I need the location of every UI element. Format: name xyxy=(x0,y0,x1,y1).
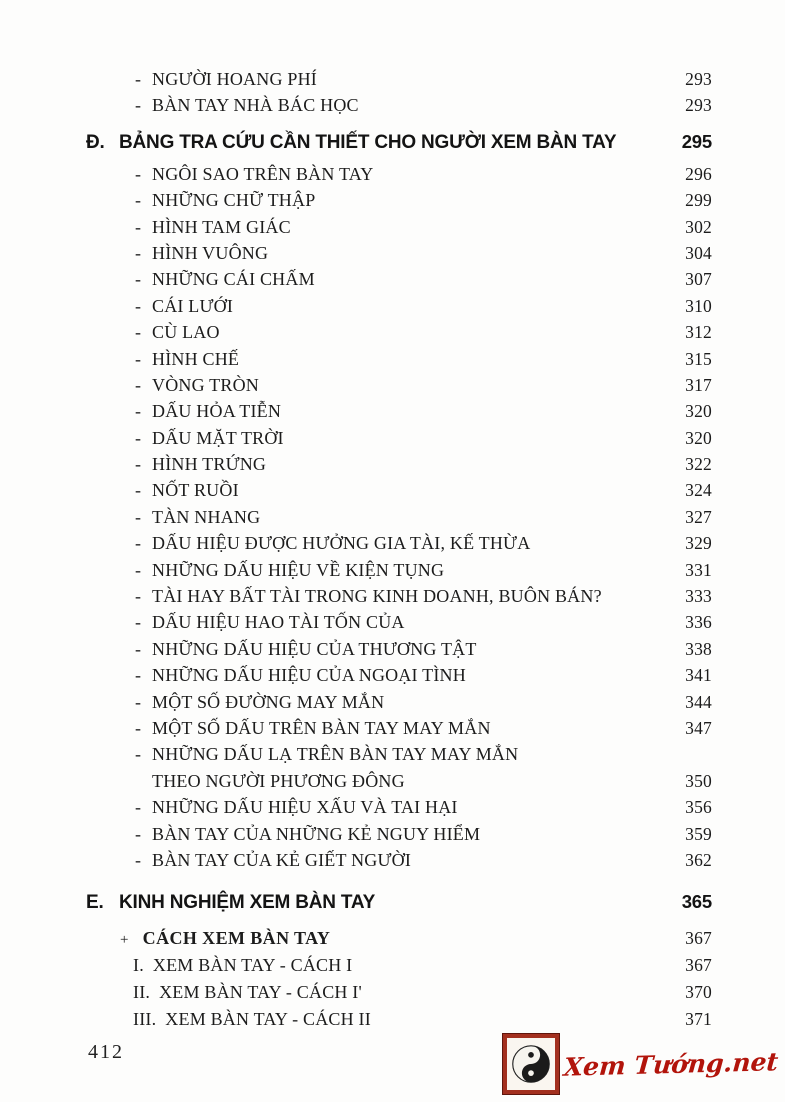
section-title: BẢNG TRA CỨU CẦN THIẾT CHO NGƯỜI XEM BÀN TAY xyxy=(119,131,617,153)
dash-icon: - xyxy=(135,506,142,527)
entry-label: NHỮNG DẤU HIỆU XẤU VÀ TAI HẠI xyxy=(152,797,458,818)
entry-page-number: 338 xyxy=(685,638,712,659)
entry-page-number: 333 xyxy=(685,586,712,607)
sub-prefix: III. xyxy=(133,1009,157,1030)
toc-entry-row xyxy=(86,266,712,292)
toc-entry-row xyxy=(86,66,712,92)
dash-icon: - xyxy=(135,533,142,554)
entry-page-number: 307 xyxy=(685,269,712,290)
dash-icon: - xyxy=(135,401,142,422)
entry-line-1 xyxy=(135,741,518,767)
dash-icon: - xyxy=(135,849,142,870)
sub-label: XEM BÀN TAY - CÁCH I xyxy=(152,955,353,976)
entry-page-number: 312 xyxy=(685,322,712,343)
entry-label: NHỮNG DẤU HIỆU CỦA THƯƠNG TẬT xyxy=(152,638,477,659)
dash-icon: - xyxy=(135,454,142,475)
dash-icon: - xyxy=(135,559,142,580)
dash-icon: - xyxy=(135,691,142,712)
dash-icon: - xyxy=(135,95,142,116)
entry-label: NHỮNG CÁI CHẤM xyxy=(152,269,315,290)
entry-page-number: 344 xyxy=(685,691,712,712)
toc-entry-row xyxy=(86,319,712,345)
sub-label: XEM BÀN TAY - CÁCH II xyxy=(165,1009,371,1030)
dash-icon: - xyxy=(135,744,142,765)
entry-label xyxy=(135,741,518,794)
watermark xyxy=(503,1034,778,1094)
section-letter: E. xyxy=(86,892,104,914)
entry-line-2: THEO NGƯỜI PHƯƠNG ĐÔNG xyxy=(152,770,405,791)
toc-entry-row xyxy=(86,715,712,741)
entry-label: BÀN TAY CỦA NHỮNG KẺ NGUY HIỂM xyxy=(152,823,481,844)
toc-entry-row xyxy=(86,583,712,609)
toc-entry-row xyxy=(86,741,712,794)
entry-label: DẤU MẶT TRỜI xyxy=(152,427,284,448)
entry-label: NHỮNG DẤU HIỆU VỀ KIỆN TỤNG xyxy=(152,559,445,580)
entry-page-number: 347 xyxy=(685,717,712,738)
entry-label: HÌNH TAM GIÁC xyxy=(152,216,291,237)
sub-page-number: 371 xyxy=(685,1009,712,1030)
page-number: 412 xyxy=(88,1041,124,1063)
entry-label: NGÔI SAO TRÊN BÀN TAY xyxy=(152,163,374,184)
dash-icon: - xyxy=(135,163,142,184)
entry-label: MỘT SỐ DẤU TRÊN BÀN TAY MAY MẮN xyxy=(152,717,491,738)
sub-prefix: II. xyxy=(133,982,151,1003)
sub-label: CÁCH XEM BÀN TAY xyxy=(142,928,331,949)
toc-sub-row xyxy=(86,979,712,1006)
dash-icon: - xyxy=(135,216,142,237)
toc-entry-row xyxy=(86,425,712,451)
entry-page-number: 296 xyxy=(685,163,712,184)
dash-icon: - xyxy=(135,797,142,818)
toc-entry-row xyxy=(86,662,712,688)
entry-page-number: 320 xyxy=(685,401,712,422)
dash-icon: - xyxy=(135,586,142,607)
toc-entry-row xyxy=(86,451,712,477)
entry-page-number: 359 xyxy=(685,823,712,844)
dash-icon: - xyxy=(135,427,142,448)
entry-page-number: 302 xyxy=(685,216,712,237)
entry-page-number: 329 xyxy=(685,533,712,554)
entry-label: NHỮNG CHỮ THẬP xyxy=(152,190,316,211)
entry-page-number: 341 xyxy=(685,665,712,686)
entry-label: HÌNH TRỨNG xyxy=(152,454,267,475)
entry-label: DẤU HIỆU ĐƯỢC HƯỞNG GIA TÀI, KẾ THỪA xyxy=(152,533,531,554)
watermark-text: Xem Tướng.net xyxy=(562,1046,780,1082)
entry-label: TÀN NHANG xyxy=(152,506,261,527)
toc-section-row xyxy=(86,887,712,917)
section-page-number: 295 xyxy=(681,130,712,152)
dash-icon: - xyxy=(135,480,142,501)
entry-page-number: 293 xyxy=(685,69,712,89)
sub-prefix: I. xyxy=(133,955,144,976)
section-letter: Đ. xyxy=(86,131,105,153)
entry-page-number: 356 xyxy=(685,797,712,818)
entry-label: BÀN TAY CỦA KẺ GIẾT NGƯỜI xyxy=(152,849,412,870)
toc-entry-row xyxy=(86,398,712,424)
dash-icon: - xyxy=(135,242,142,263)
toc-entry-row xyxy=(86,214,712,240)
entry-page-number: 304 xyxy=(685,242,712,263)
toc-entry-row xyxy=(86,161,712,187)
entry-label: NHỮNG DẤU HIỆU CỦA NGOẠI TÌNH xyxy=(152,665,466,686)
dash-icon: - xyxy=(135,348,142,369)
dash-icon: - xyxy=(135,269,142,290)
dash-icon: - xyxy=(135,69,142,89)
toc-entry-row xyxy=(86,240,712,266)
toc-entry-row xyxy=(86,821,712,847)
toc-section-row xyxy=(86,127,712,157)
entry-page-number: 315 xyxy=(685,348,712,369)
toc-entry-row xyxy=(86,372,712,398)
section-title: KINH NGHIỆM XEM BÀN TAY xyxy=(119,892,376,914)
toc-entry-row xyxy=(86,794,712,820)
entry-label: NGƯỜI HOANG PHÍ xyxy=(152,69,317,89)
entry-text: NHỮNG DẤU LẠ TRÊN BÀN TAY MAY MẮN xyxy=(152,744,519,765)
toc-entry-row xyxy=(86,293,712,319)
toc-entry-row xyxy=(86,557,712,583)
toc-entry-row xyxy=(86,530,712,556)
entry-page-number: 293 xyxy=(685,95,712,116)
entry-page-number: 331 xyxy=(685,559,712,580)
entry-page-number: 362 xyxy=(685,849,712,870)
toc-entry-row xyxy=(86,609,712,635)
entry-label: DẤU HỎA TIỄN xyxy=(152,401,282,422)
toc-entry-row xyxy=(86,477,712,503)
sub-page-number: 370 xyxy=(685,982,712,1003)
dash-icon: - xyxy=(135,665,142,686)
toc-sub-row xyxy=(86,1006,712,1033)
dash-icon: - xyxy=(135,823,142,844)
sub-page-number: 367 xyxy=(685,928,712,949)
dash-icon: - xyxy=(135,717,142,738)
toc-sub-row xyxy=(86,925,712,952)
dash-icon: - xyxy=(135,374,142,395)
entry-page-number: 299 xyxy=(685,190,712,211)
dash-icon: - xyxy=(135,638,142,659)
entry-page-number: 317 xyxy=(685,374,712,395)
dash-icon: - xyxy=(135,612,142,633)
entry-label: MỘT SỐ ĐƯỜNG MAY MẮN xyxy=(152,691,385,712)
entry-page-number: 350 xyxy=(685,770,712,791)
entry-label: VÒNG TRÒN xyxy=(152,374,259,395)
entry-page-number: 327 xyxy=(685,506,712,527)
toc-entry-row xyxy=(86,187,712,213)
dash-icon: - xyxy=(135,322,142,343)
toc-entry-row xyxy=(86,847,712,873)
toc-entry-row xyxy=(86,346,712,372)
entry-label: HÌNH CHẾ xyxy=(152,348,240,369)
entry-label: TÀI HAY BẤT TÀI TRONG KINH DOANH, BUÔN BÁN? xyxy=(152,586,602,607)
entry-label: CÁI LƯỚI xyxy=(152,295,234,316)
toc-entry-row xyxy=(86,636,712,662)
entry-page-number: 320 xyxy=(685,427,712,448)
sub-label: XEM BÀN TAY - CÁCH I' xyxy=(159,982,362,1003)
toc-entry-row xyxy=(86,504,712,530)
section-page-number: 365 xyxy=(681,891,712,913)
toc-entry-row xyxy=(86,92,712,118)
sub-page-number: 367 xyxy=(685,955,712,976)
entry-page-number: 336 xyxy=(685,612,712,633)
yin-yang-icon xyxy=(503,1034,559,1094)
toc-sub-row xyxy=(86,952,712,979)
dash-icon: - xyxy=(135,295,142,316)
sub-prefix: + xyxy=(120,932,129,949)
entry-label: CÙ LAO xyxy=(152,322,220,343)
dash-icon: - xyxy=(135,190,142,211)
entry-page-number: 322 xyxy=(685,454,712,475)
entry-label: NỐT RUỒI xyxy=(152,480,239,501)
entry-label: DẤU HIỆU HAO TÀI TỐN CỦA xyxy=(152,612,405,633)
entry-label: HÌNH VUÔNG xyxy=(152,242,269,263)
toc xyxy=(86,66,712,1033)
toc-entry-row xyxy=(86,689,712,715)
entry-page-number: 324 xyxy=(685,480,712,501)
entry-label: BÀN TAY NHÀ BÁC HỌC xyxy=(152,95,359,116)
entry-page-number: 310 xyxy=(685,295,712,316)
